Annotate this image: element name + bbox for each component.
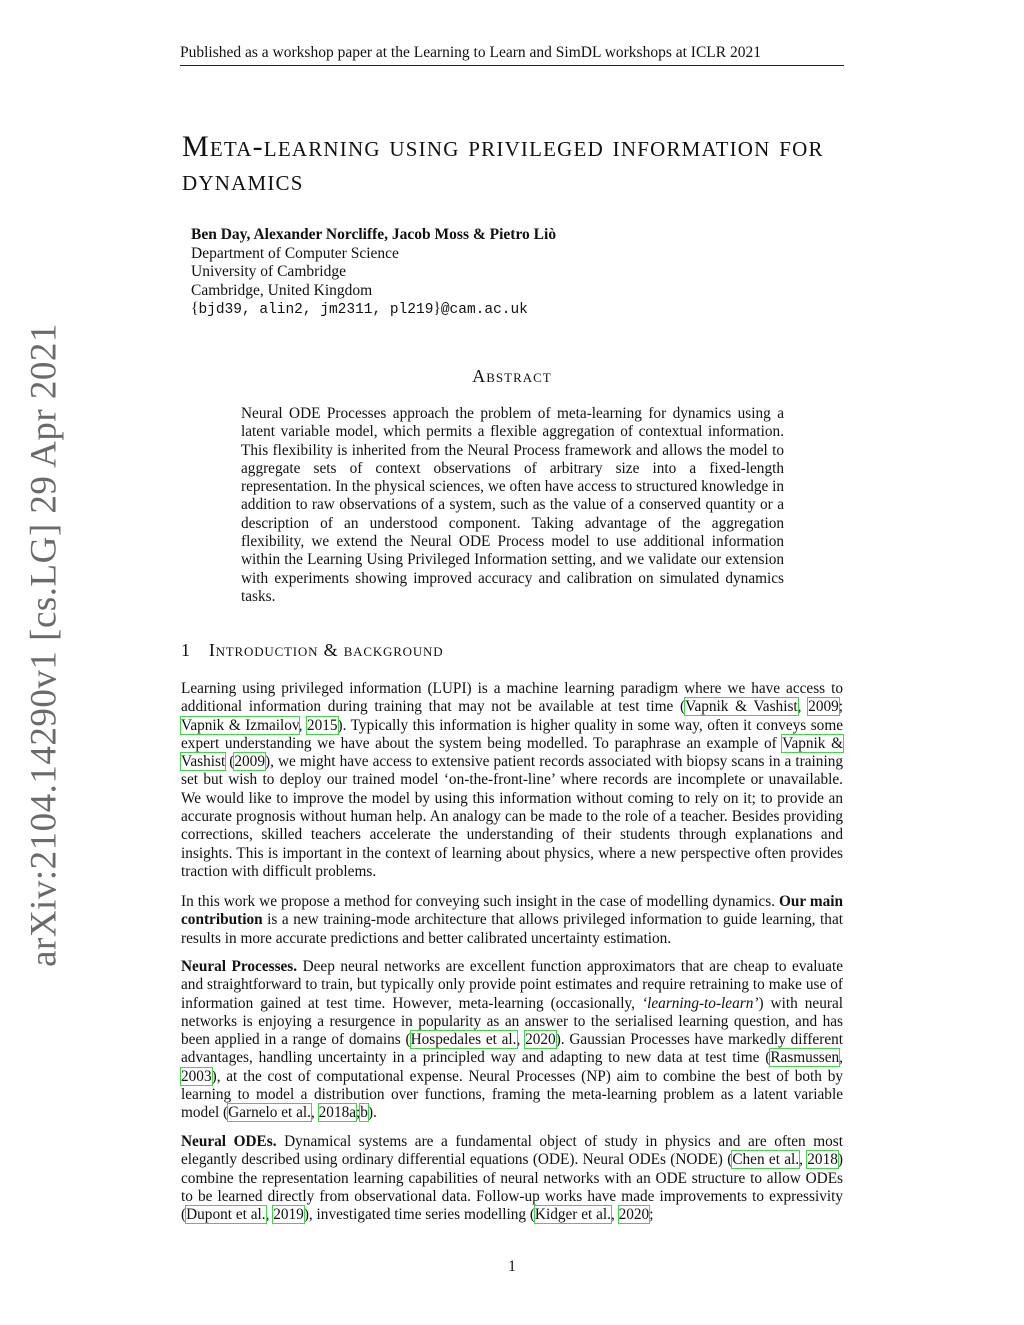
citation-link[interactable]: Chen et al. bbox=[732, 1151, 800, 1169]
citation-link[interactable]: 2018a bbox=[318, 1104, 357, 1122]
arxiv-stamp: arXiv:2104.14290v1 [cs.LG] 29 Apr 2021 bbox=[23, 323, 65, 967]
citation-link[interactable]: 2018 bbox=[807, 1151, 838, 1169]
intro-paragraph-1: Learning using privileged information (LUPI) is a machine learning paradigm where we have access to additional information during training that may not be available at test time (Vapnik & Vashist, 2009; Vapnik & Izmailov, 2015). Typically this information is higher quality in some way, often it conveys some expert understanding we have about the system being modelled. To paraphrase an example of Vapnik & Vashist (2009), we might have access to extensive patient records associated with biopsy scans in a training set but wish to deploy our trained model ‘on-the-front-line’ where records are incomplete or unavailable. We would like to improve the model by using this information without coming to rely on it; to provide an accurate prognosis without human help. An analogy can be made to the role of a teacher. Besides providing corrections, skilled teachers accelerate the understanding of their students through explanations and insights. This is important in the context of learning about physics, where a new perspective often provides traction with difficult problems. bbox=[181, 680, 844, 880]
citation-link[interactable]: Dupont et al. bbox=[186, 1206, 266, 1224]
citation-link[interactable]: 2020 bbox=[525, 1031, 556, 1049]
paragraph-heading: Neural Processes. bbox=[181, 958, 298, 975]
author-university: University of Cambridge bbox=[191, 263, 346, 280]
citation-link[interactable]: 2009 bbox=[234, 753, 265, 771]
email-users: bjd39, alin2, jm2311, pl219 bbox=[198, 302, 434, 318]
section-heading bbox=[181, 640, 443, 661]
email-brace-open: { bbox=[191, 300, 199, 317]
citation-link[interactable]: 2019 bbox=[273, 1206, 304, 1224]
citation-link[interactable]: Garnelo et al. bbox=[228, 1104, 311, 1122]
citation-link[interactable]: Kidger et al. bbox=[534, 1206, 611, 1224]
email-brace-close: } bbox=[433, 300, 441, 317]
email-domain: @cam.ac.uk bbox=[440, 302, 528, 318]
section-number: 1 bbox=[181, 640, 191, 660]
abstract-heading: Abstract bbox=[472, 366, 552, 386]
citation-link[interactable]: Vapnik & Vashist bbox=[181, 734, 843, 771]
citation-link[interactable]: Vapnik & Vashist bbox=[685, 698, 798, 716]
author-location: Cambridge, United Kingdom bbox=[191, 281, 373, 299]
abstract-text: Neural ODE Processes approach the problem of meta-learning for dynamics using a latent variable model, which permits a flexible aggregation of contextual information. This flexibility is inherited from the Neural Process framework and allows the model to aggregate sets of context observations of arbitrary size into a fixed-length representation. In the physical sciences, we often have access to structured knowledge in addition to raw observations of a system, such as the value of a conserved quantity or a description of an understood component. Taking advantage of the aggregation flexibility, we extend the Neural ODE Process model to use additional information within the Learning Using Privileged Information setting, and we validate our extension with experiments showing improved accuracy and calibration on simulated dynamics tasks. bbox=[241, 405, 784, 605]
contribution-bold: Our main contribution bbox=[181, 893, 843, 929]
citation-link[interactable]: 2009 bbox=[808, 698, 839, 716]
author-names: Ben Day, Alexander Norcliffe, Jacob Moss & Pietro Liò bbox=[191, 226, 557, 243]
paper-title: Meta-learning using privileged information for dynamics bbox=[182, 130, 824, 197]
citation-link[interactable]: 2003 bbox=[181, 1067, 212, 1085]
section-title: Introduction & background bbox=[208, 640, 444, 660]
author-department: Department of Computer Science bbox=[191, 244, 399, 262]
citation-link[interactable]: Vapnik & Izmailov bbox=[181, 716, 299, 734]
intro-paragraph-2: In this work we propose a method for conveying such insight in the case of modelling dynamics. Our main contribution is a new training-mode architecture that allows privileged information to guide learning, that results in more accurate predictions and better calibrated uncertainty estimation. bbox=[181, 893, 843, 947]
author-block bbox=[191, 226, 556, 320]
citation-link[interactable]: Rasmussen bbox=[770, 1049, 840, 1067]
paragraph-heading: Neural ODEs. bbox=[181, 1133, 277, 1150]
running-header: Published as a workshop paper at the Learning to Learn and SimDL workshops at ICLR 2021 bbox=[180, 44, 844, 66]
author-email[interactable] bbox=[191, 300, 556, 320]
citation-link[interactable]: 2015 bbox=[306, 716, 338, 734]
citation-link[interactable]: Hospedales et al. bbox=[410, 1031, 517, 1049]
neural-odes-paragraph: Neural ODEs. Dynamical systems are a fundamental object of study in physics and are often most elegantly described using ordinary differential equations (ODE). Neural ODEs (NODE) (Chen et al., 2018) combine the representation learning capabilities of neural networks with an ODE structure to allow ODEs to be learned directly from observational data. Follow-up works have made improvements to expressivity (Dupont et al., 2019), investigated time series modelling (Kidger et al., 2020; bbox=[181, 1133, 843, 1224]
page-number: 1 bbox=[508, 1258, 516, 1275]
citation-link[interactable]: b bbox=[360, 1104, 368, 1122]
neural-processes-paragraph: Neural Processes. Deep neural networks are excellent function approximators that are cheap to evaluate and straightforward to train, but typically only provide point estimates and require retraining to make use of information gained at test time. However, meta-learning (occasionally, ‘learning-to-learn’) with neural networks is enjoying a resurgence in popularity as an answer to the serialised learning question, and has been applied in a range of domains (Hospedales et al., 2020). Gaussian Processes have markedly different advantages, handling uncertainty in a principled way and adapting to new data at test time (Rasmussen, 2003), at the cost of computational expense. Neural Processes (NP) aim to combine the best of both by learning to model a distribution over functions, framing the meta-learning problem as a latent variable model (Garnelo et al., 2018a;b). bbox=[181, 958, 844, 1122]
citation-link[interactable]: 2020 bbox=[618, 1206, 650, 1224]
